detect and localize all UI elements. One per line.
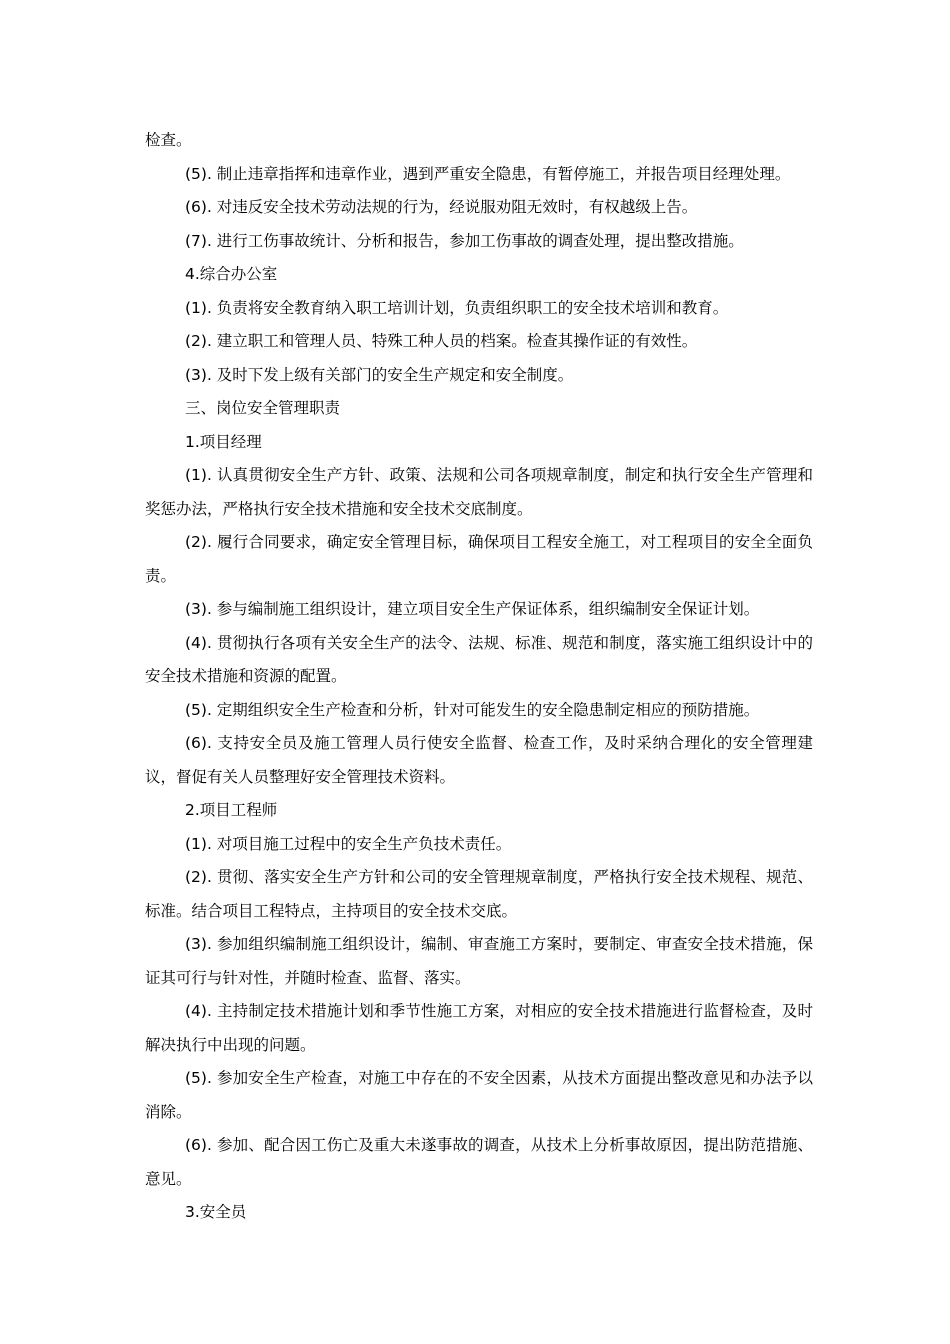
paragraph: (6). 对违反安全技术劳动法规的行为，经说服劝阻无效时，有权越级上告。 (185, 198, 698, 216)
paragraph: (5). 制止违章指挥和违章作业，遇到严重安全隐患，有暂停施工，并报告项目经理处理。 (185, 164, 791, 183)
paragraph: (2). 建立职工和管理人员、特殊工种人员的档案。检查其操作证的有效性。 (185, 332, 698, 350)
paragraph: (2). 贯彻、落实安全生产方针和公司的安全管理规章制度，严格执行安全技术规程、规范、标准。结合项目工程特点，主持项目的安全技术交底。 (145, 868, 813, 920)
paragraph: (1). 负责将安全教育纳入职工培训计划，负责组织职工的安全技术培训和教育。 (185, 298, 729, 317)
paragraph: (3). 参加组织编制施工组织设计，编制、审查施工方案时，要制定、审查安全技术措施，保证其可行与针对性，并随时检查、监督、落实。 (145, 935, 813, 987)
paragraph: (1). 对项目施工过程中的安全生产负技术责任。 (185, 834, 512, 853)
paragraph: (5). 参加安全生产检查，对施工中存在的不安全因素，从技术方面提出整改意见和办法予以消除。 (145, 1069, 813, 1121)
paragraph: 4.综合办公室 (185, 265, 278, 283)
document-page (145, 124, 813, 1230)
paragraph: (4). 主持制定技术措施计划和季节性施工方案，对相应的安全技术措施进行监督检查，及时解决执行中出现的问题。 (145, 1002, 813, 1054)
paragraph: (7). 进行工伤事故统计、分析和报告，参加工伤事故的调查处理，提出整改措施。 (185, 231, 744, 250)
paragraph: (2). 履行合同要求，确定安全管理目标，确保项目工程安全施工，对工程项目的安全全面负责。 (145, 533, 813, 585)
paragraph: 1.项目经理 (185, 432, 262, 451)
paragraph: 2.项目工程师 (185, 801, 278, 819)
paragraph: (4). 贯彻执行各项有关安全生产的法令、法规、标准、规范和制度，落实施工组织设计中的安全技术措施和资源的配置。 (145, 633, 813, 685)
paragraph: (5). 定期组织安全生产检查和分析，针对可能发生的安全隐患制定相应的预防措施。 (185, 700, 760, 719)
paragraph: (6). 参加、配合因工伤亡及重大未遂事故的调查，从技术上分析事故原因，提出防范措施、意见。 (145, 1136, 813, 1188)
paragraph: 3.安全员 (185, 1203, 247, 1221)
paragraph: (1). 认真贯彻安全生产方针、政策、法规和公司各项规章制度，制定和执行安全生产管理和奖惩办法，严格执行安全技术措施和安全技术交底制度。 (145, 466, 813, 518)
paragraph: (6). 支持安全员及施工管理人员行使安全监督、检查工作，及时采纳合理化的安全管理建议，督促有关人员整理好安全管理技术资料。 (145, 734, 813, 786)
paragraph: (3). 参与编制施工组织设计，建立项目安全生产保证体系，组织编制安全保证计划。 (185, 600, 760, 618)
paragraph: 检查。 (145, 131, 192, 149)
paragraph: 三、岗位安全管理职责 (185, 399, 341, 417)
paragraph: (3). 及时下发上级有关部门的安全生产规定和安全制度。 (185, 365, 574, 384)
